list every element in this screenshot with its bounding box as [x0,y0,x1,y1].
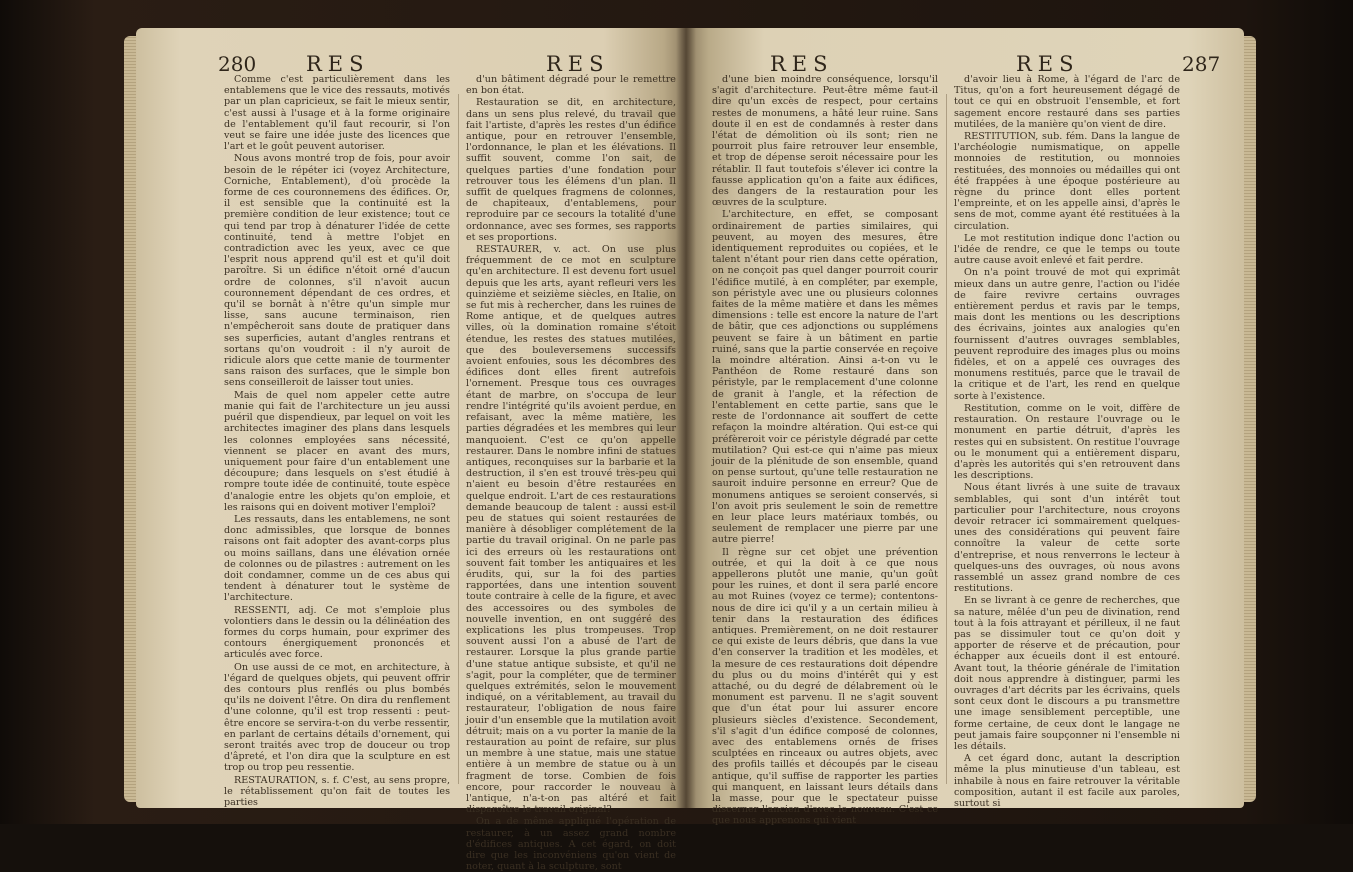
left-page-number: 280 [218,52,257,76]
left-column-2 [466,74,676,872]
left-page [136,28,686,872]
paragraph: Il règne sur cet objet une prévention outrée, et qui la doit à ce que nous appellerons plutôt une manie, qu'un goût pour les ruines, et dont il sera parlé encore au mot Ruines (voyez ce terme); contentons-nous de dire ici qu'il y a un certain milieu à tenir dans la restauration des édifices antiques. Premièrement, on ne doit restaurer ce qui existe de leurs débris, que dans la vue d'en conserver la tradition et les modèles, et la mesure de ces restaurations doit dépendre du plus ou du moins d'intérêt qui y est attaché, ou du degré de délabrement où le monument est parvenu. Il ne s'agit souvent que d'un état pour lui assurer encore plusieurs siècles d'existence. Secondement, s'il s'agit d'un édifice composé de colonnes, avec des entablemens ornés de frises sculptées en rinceaux ou autres objets, avec des profils taillés et découpés par le ciseau antique, qu'il suffise de rapporter les parties qui manquent, en laissant leurs détails dans la masse, pour que le spectateur puisse discerner l'ancien d'avec le nouveau. C'est ce que nous apprenons qui vient [712,546,938,827]
book-gutter [676,28,696,808]
column-divider [458,94,459,784]
paragraph: d'avoir lieu à Rome, à l'égard de l'arc de Titus, qu'on a fort heureusement dégagé de tout ce qui en obstruoit l'ensemble, et fort sagement encore restauré dans ses parties mutilées, de la manière qu'on vient de dire. [954,74,1180,130]
right-page [686,28,1244,827]
paragraph: RESTAURER, v. act. On use plus fréquemment de ce mot en sculpture qu'en architecture. Il est devenu fort usuel depuis que les arts, ayant refleuri vers les quinzième et seizième siècles, en Italie, on se fut mis à rechercher, dans les ruines de Rome antique, et de quelques autres villes, où la domination romaine s'étoit étendue, les restes des statues mutilées, que des bouleversemens successifs avoient enfouies, sous les décombres des édifices dont elles firent autrefois l'ornement. Presque tous ces ouvrages étant de marbre, on s'occupa de leur rendre l'intégrité qu'ils avoient perdue, en refaisant, avec la même matière, les parties dégradées et les membres qui leur manquoient. C'est ce qu'on appelle restaurer. Dans le nombre infini de statues antiques, reconquises sur la barbarie et la destruction, il s'en est trouvé très-peu qui n'aient eu besoin d'être restaurées en quelque endroit. L'art de ces restaurations demande beaucoup de talent : aussi est-il peu de statues qui soient restaurées de manière à désobliger complétement de la partie du travail original. On ne parle pas ici des erreurs où les restaurations ont souvent fait tomber les antiquaires et les érudits, qui, sur la foi des parties rapportées, dans une intention souvent toute contraire à celle de la figure, et avec des accessoires ou des symboles de nouvelle invention, en ont suggéré des explications les plus trompeuses. Trop souvent aussi l'on a abusé de l'art de restaurer. Lorsque la plus grande partie d'une statue antique subsiste, et qu'il ne s'agit, pour la compléter, que de terminer quelques extrémités, selon le mouvement indiqué, on a véritablement, au travail du restaurateur, l'obligation de nous faire jouir d'un ensemble que la mutilation avoit détruit; mais on a vu porter la manie de la restauration au point de refaire, sur plus un membre à une statue, mais une statue entière à un membre de statue ou à un fragment de torse. Combien de fois encore, pour raccorder le nouveau à l'antique, n'a-t-on pas altéré et fait disparoître le travail original? [466,244,676,816]
right-running-head-left: RES [770,52,834,76]
paragraph: Restauration se dit, en architecture, dans un sens plus relevé, du travail que fait l'artiste, d'après les restes d'un édifice antique, pour en retrouver l'ensemble, l'ordonnance, le plan et les élévations. Il suffit souvent, comme l'on sait, de quelques parties d'une fondation pour retrouver tous les élémens d'un plan. Il suffit de quelques fragmens de colonnes, de chapiteaux, d'entablemens, pour reproduire par ce secours la totalité d'une ordonnance, avec ses formes, ses rapports et ses proportions. [466,97,676,243]
paragraph: RESSENTI, adj. Ce mot s'emploie plus volontiers dans le dessin ou la délinéation des formes du corps humain, pour exprimer des contours énergiquement prononcés et articulés avec force. [224,604,450,661]
right-page-edges [1242,36,1256,802]
paragraph: RESTITUTION, sub. fém. Dans la langue de l'archéologie numismatique, on appelle monnoies de restitution, ou monnoies restituées, des monnoies ou médailles qui ont été frappées à une époque postérieure au règne du prince dont elles portent l'empreinte, et on les appelle ainsi, d'après le sens de mot, comme ayant été restituées à la circulation. [954,131,1180,232]
paragraph: Les ressauts, dans les entablemens, ne sont donc admissibles, que lorsque de bonnes raisons ont fait adopter des avant-corps plus ou moins saillans, dans une élévation ornée de colonnes ou de pilastres : autrement on les doit condamner, comme un de ces abus qui tendent à dénaturer tout le système de l'architecture. [224,513,450,604]
paragraph: Comme c'est particulièrement dans les entablemens que le vice des ressauts, motivés par un plan capricieux, se fait le mieux sentir, c'est aussi à l'usage et à la forme originaire de l'entablement qu'il faut recourir, si l'on veut se faire une idée juste des licences que l'art et le goût peuvent autoriser. [224,74,450,153]
left-column-1 [224,74,450,808]
paragraph: Nous avons montré trop de fois, pour avoir besoin de le répéter ici (voyez Architecture, Corniche, Entablement), d'où procède la forme de ces couronnemens des édifices. Or, il est sensible que la continuité est la première condition de leur existence; tout ce qui tend par trop à dénaturer l'idée de cette continuité, tend à mettre l'objet en contradiction avec les yeux, avec ce que l'esprit nous apprend qu'il est et qu'il doit paroître. Si un édifice n'étoit orné d'aucun ordre de colonnes, s'il n'avoit aucun couronnement dépendant de ces ordres, et qu'il se bornât à n'être qu'un simple mur lisse, sans aucune terminaison, rien n'empêcheroit sans doute de pratiquer dans ses superficies, autant d'angles rentrans et sortans qu'on voudroit : il n'y auroit de ridicule alors que cette manie de tourmenter sans raison des surfaces, que le simple bon sens conseilleroit de laisser tout unies. [224,153,450,389]
left-running-head-left: RES [306,52,370,76]
right-page-number: 287 [1182,52,1221,76]
paragraph: L'architecture, en effet, se composant ordinairement de parties similaires, qui peuvent, au moyen des mesures, être identiquement reproduites ou copiées, et le talent n'étant pour rien dans cette opération, on ne conçoit pas quel danger pourroit courir l'édifice mutilé, à en compléter, par exemple, son péristyle avec une ou plusieurs colonnes faites de la même matière et dans les mêmes dimensions : telle est encore la nature de l'art de bâtir, que ces adjonctions ou supplémens peuvent se faire à un bâtiment en partie ruiné, sans que la partie conservée en reçoive la moindre altération. Ainsi a-t-on vu le Panthéon de Rome restauré dans son péristyle, par le remplacement d'une colonne de granit à l'angle, et la réfection de l'entablement en cette partie, sans que le reste de l'ordonnance ait souffert de cette refaçon la moindre altération. Qui est-ce qui préfèreroit voir ce péristyle dégradé par cette mutilation? Qui est-ce qui n'aime pas mieux jouir de la plénitude de son ensemble, quand on pense surtout, qu'une telle restauration ne sauroit induire personne en erreur? Que de monumens antiques se seroient conservés, si l'on avoit pris seulement le soin de remettre en leur place leurs matériaux tombés, ou seulement de remplacer une pierre par une autre pierre! [712,209,938,546]
paragraph: En se livrant à ce genre de recherches, que sa nature, mêlée d'un peu de divination, rend tout à la fois attrayant et périlleux, il ne faut pas se dissimuler tout ce qu'on doit y apporter de réserve et de précaution, pour échapper aux écueils dont il est entouré. Avant tout, la théorie générale de l'imitation doit nous apprendre à distinguer, parmi les ouvrages d'art décrits par les écrivains, quels sont ceux dont le discours a pu transmettre une image sensiblement perceptible, une forme certaine, de ceux dont le langage ne peut jamais faire soupçonner ni l'ensemble ni les détails. [954,595,1180,752]
paragraph: Restitution, comme on le voit, diffère de restauration. On restaure l'ouvrage ou le monument en partie détruit, d'après les restes qui en subsistent. On restitue l'ouvrage ou le monument qui a entièrement disparu, d'après les autorités qui s'en retrouvent dans les descriptions. [954,402,1180,482]
paragraph: d'un bâtiment dégradé pour le remettre en bon état. [466,74,676,97]
right-running-head-right: RES [1016,52,1080,76]
left-running-head-right: RES [546,52,610,76]
paragraph: RESTAURATION, s. f. C'est, au sens propre, le rétablissement qu'on fait de toutes les parties [224,774,450,808]
paragraph: On n'a point trouvé de mot qui exprimât mieux dans un autre genre, l'action ou l'idée de faire revivre certains ouvrages entièrement perdus et ravis par le temps, mais dont les mentions ou les descriptions des écrivains, jointes aux analogies qu'en fournissent d'autres ouvrages semblables, peuvent reproduire des images plus ou moins fidèles, et on a appelé ces ouvrages des monumens restitués, parce que le travail de la critique et de l'art, les rend en quelque sorte à l'existence. [954,267,1180,402]
paragraph: Nous étant livrés à une suite de travaux semblables, qui sont d'un intérêt tout particulier pour l'architecture, nous croyons devoir retracer ici sommairement quelques-unes des considérations qui peuvent faire connoître la valeur de cette sorte d'entreprise, et nous renverrons le lecteur à quelques-uns des ouvrages, où nous avons rassemblé un assez grand nombre de ces restitutions. [954,482,1180,595]
paragraph: Le mot restitution indique donc l'action ou l'idée de rendre, ce que le temps ou toute autre cause avoit enlevé et fait perdre. [954,232,1180,267]
right-column-1 [712,74,938,827]
paragraph: d'une bien moindre conséquence, lorsqu'il s'agit d'architecture. Peut-être même faut-il dire qu'un excès de respect, pour certains restes de monumens, a hâté leur ruine. Sans doute il en est de condamnés à rester dans l'état de démolition où ils sont; rien ne pourroit plus faire retrouver leur ensemble, et trop de dépense seroit nécessaire pour les rétablir. Il faut toutefois s'élever ici contre la fausse application qu'on a faite aux édifices, des dangers de la restauration pour les œuvres de la sculpture. [712,74,938,209]
column-divider [946,94,947,784]
paragraph: On use aussi de ce mot, en architecture, à l'égard de quelques objets, qui peuvent offrir des contours plus renflés ou plus bombés qu'ils ne doivent l'être. On dira du renflement d'une colonne, qu'il est trop ressenti : peut-être encore se servira-t-on du verbe ressentir, en parlant de certains détails d'ornement, qui seront traités avec trop de douceur ou trop d'âpreté, et l'on dira que la sculpture en est trop ou trop peu ressentie. [224,661,450,774]
paragraph: Mais de quel nom appeler cette autre manie qui fait de l'architecture un jeu aussi puéril que dispendieux, par lequel on voit les architectes imaginer des plans dans lesquels les colonnes employées sans nécessité, viennent se placer en avant des murs, uniquement pour faire d'un entablement une découpure; dans lesquels on s'est étudié à rompre toute idée de continuité, toute espèce d'analogie entre les objets qu'on emploie, et les raisons qui en doivent motiver l'emploi? [224,389,450,513]
paragraph: A cet égard donc, autant la description même la plus minutieuse d'un tableau, est inhabile à nous en faire retrouver la véritable composition, autant il est facile aux paroles, surtout si [954,753,1180,809]
right-column-2 [954,74,1180,809]
paragraph: On a de même appliqué l'opération de restaurer, à un assez grand nombre d'édifices antiques. A cet égard, on doit dire que les inconvéniens qu'on vient de noter, quant à la sculpture, sont [466,816,676,872]
